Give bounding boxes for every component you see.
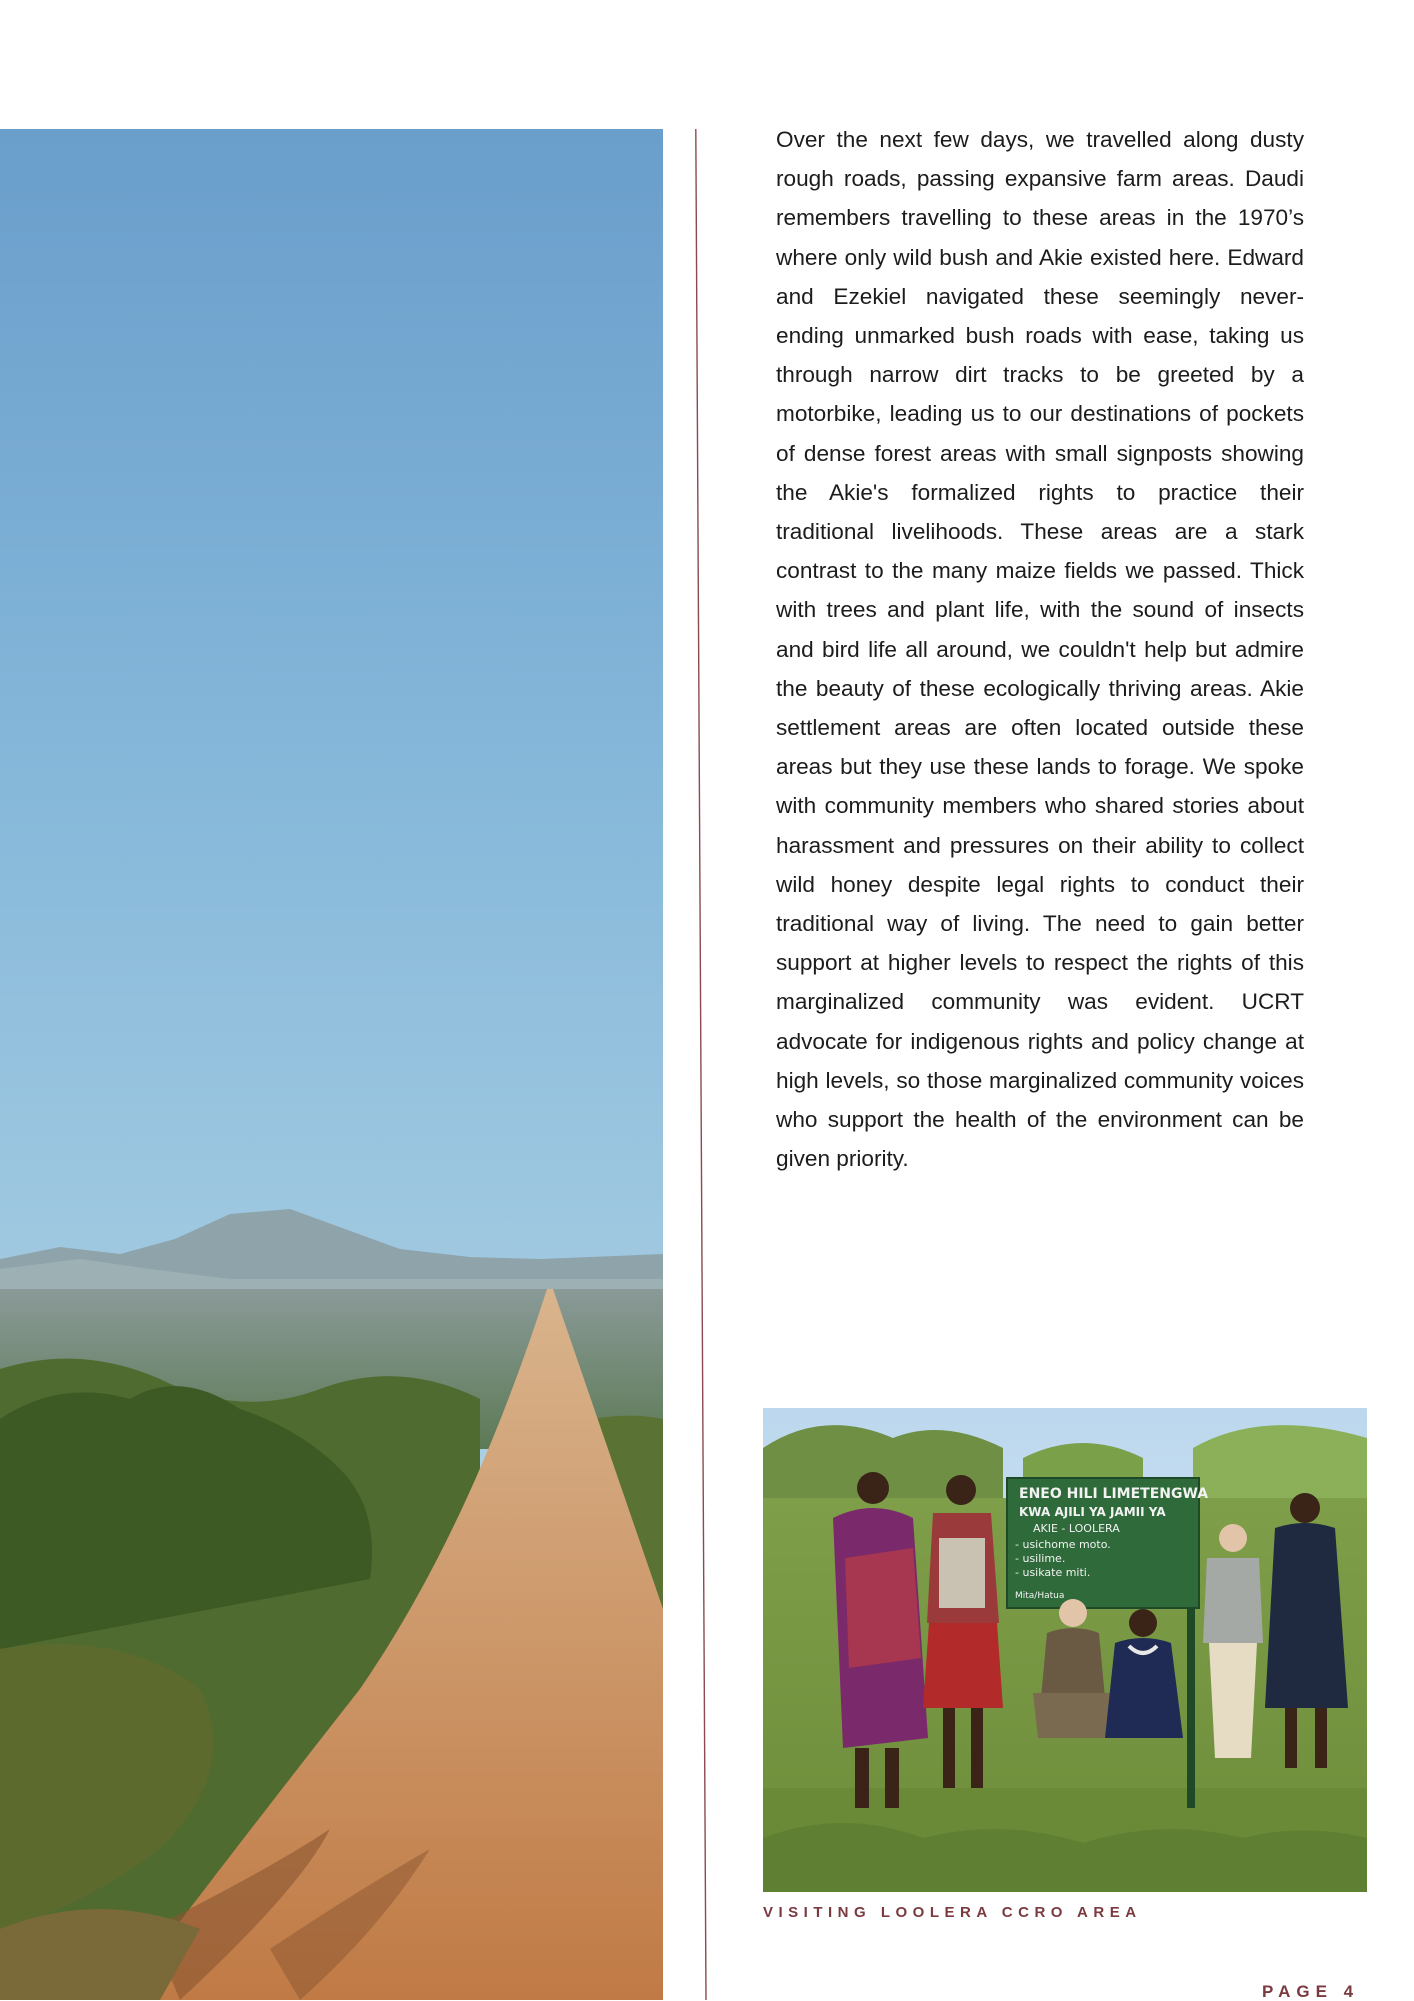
- sign-line-7: Mita/Hatua: [1015, 1591, 1065, 1601]
- group-photo: [763, 1408, 1367, 1892]
- page-number: PAGE 4: [1262, 1982, 1360, 2001]
- sign-line-4: - usichome moto.: [1015, 1538, 1111, 1551]
- photo-caption: VISITING LOOLERA CCRO AREA: [763, 1904, 1142, 1921]
- sign-line-3: AKIE - LOOLERA: [1033, 1522, 1120, 1535]
- column-divider: [695, 129, 707, 2000]
- sign-line-5: - usilime.: [1015, 1552, 1066, 1565]
- article-paragraph: Over the next few days, we travelled along dusty rough roads, passing expansive farm areas. Daudi remembers travelling to these areas in the 1970’s where only wild bush and Akie existed here. Edward and Ezekiel navigated these seemingly never-ending unmarked bush roads with ease, taking us through narrow dirt tracks to be greeted by a motorbike, leading us to our destinations of pockets of dense forest areas with small signposts showing the Akie's formalized rights to practice their traditional livelihoods. These areas are a stark contrast to the many maize fields we passed. Thick with trees and plant life, with the sound of insects and bird life all around, we couldn't help but admire the beauty of these ecologically thriving areas. Akie settlement areas are often located outside these areas but they use these lands to forage. We spoke with community members who shared stories about harassment and pressures on their ability to collect wild honey despite legal rights to conduct their traditional way of living. The need to gain better support at higher levels to respect the rights of this marginalized community was evident. UCRT advocate for indigenous rights and policy change at high levels, so those marginalized community voices who support the health of the environment can be given priority.: [776, 127, 1304, 1172]
- sign-line-2: KWA AJILI YA JAMII YA: [1019, 1505, 1166, 1519]
- sign-line-1: ENEO HILI LIMETENGWA: [1019, 1486, 1209, 1502]
- sign-line-6: - usikate miti.: [1015, 1566, 1091, 1579]
- landscape-photo: [0, 129, 663, 2000]
